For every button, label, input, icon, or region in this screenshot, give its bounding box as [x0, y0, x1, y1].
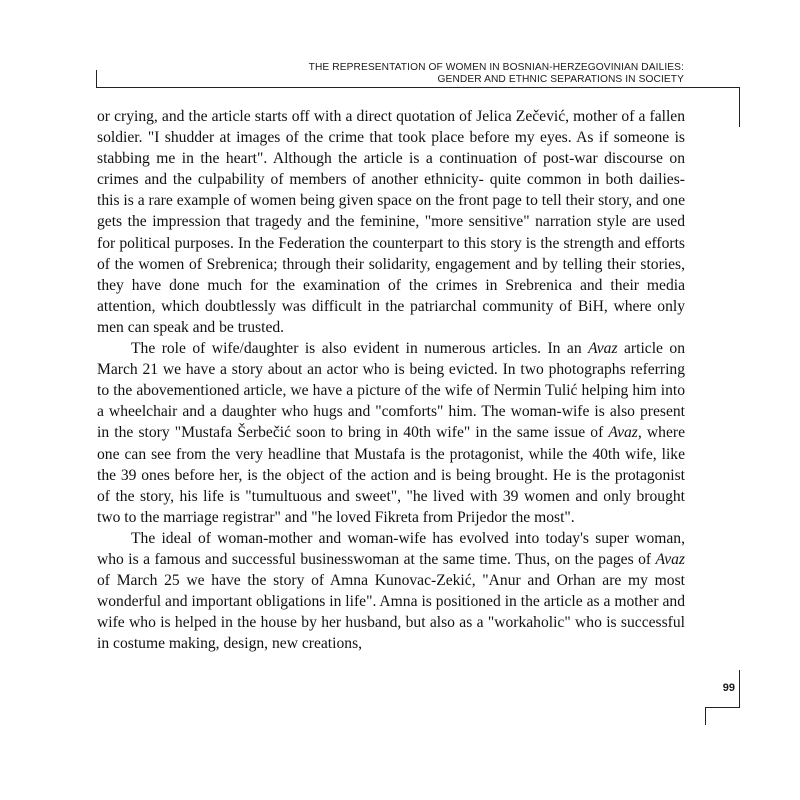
- running-header-line-2: GENDER AND ETHNIC SEPARATIONS IN SOCIETY: [437, 74, 684, 85]
- running-header: [200, 62, 684, 86]
- newspaper-title: Avaz: [588, 340, 618, 358]
- paragraph-1-text: or crying, and the article starts off with a direct quotation of Jelica Zečević, mother of a fallen soldier. "I shudder at images of the crime that took place before my eyes. As if someone is stabbing me in the heart". Although the article is a continuation of post-war discourse on crimes and the culpability of members of another ethnicity- quite common in both dailies- this is a rare example of women being given space on the front page to tell their story, and one gets the impression that tragedy and the feminine, "more sensitive" narration style are used for political purposes. In the Federation the counterpart to this story is the strength and efforts of the women of Srebrenica; through their solidarity, engagement and by telling their stories, they have done much for the examination of the crimes in Srebrenica and their media attention, which doubtlessly was difficult in the patriarchal community of BiH, where only men can speak and be trusted.: [97, 108, 685, 336]
- paragraph-2-text-b: article on March 21 we have a story about an actor who is being evicted. In two photographs referring to the abovementioned article, we have a picture of the wife of Nermin Tulić helping him into a wheelchair and a daughter who hugs and "comforts" him. The woman-wife is also present in the story "Mustafa Šerbečić soon to bring in 40th wife" in the same issue of: [97, 340, 685, 442]
- newspaper-title: Avaz: [655, 550, 685, 568]
- paragraph-2-text-c: where one can see from the very headline that Mustafa is the protagonist, while the 40th wife, like the 39 ones before her, is the object of the action and is being brought. He is the protagonist of the story, his life is "tumultuous and sweet", "he lived with 39 women and only brought two to the marriage registrar" and "he loved Fikreta from Prijedor the most".: [97, 424, 685, 526]
- paragraph-3: [97, 528, 685, 655]
- body-text: [97, 106, 685, 654]
- page-number: 99: [722, 682, 735, 694]
- newspaper-title: Avaz,: [608, 424, 642, 442]
- header-rule-bottom: [96, 87, 740, 88]
- paragraph-2-text-a: The role of wife/daughter is also evident in numerous articles. In an: [131, 340, 589, 358]
- paragraph-1: [97, 106, 685, 338]
- header-rule-right: [739, 87, 740, 127]
- footer-rule-bottom: [705, 707, 740, 708]
- running-header-line-1: THE REPRESENTATION OF WOMEN IN BOSNIAN-HERZEGOVINIAN DAILIES:: [308, 62, 684, 73]
- paragraph-2: [97, 338, 685, 528]
- paragraph-3-text-a: The ideal of woman-mother and woman-wife has evolved into today's super woman, who is a famous and successful businesswoman at the same time. Thus, on the pages of: [97, 529, 685, 568]
- footer-rule-right: [739, 670, 740, 708]
- footer-rule-left: [705, 707, 706, 725]
- header-rule-left: [96, 70, 97, 88]
- paragraph-3-text-b: of March 25 we have the story of Amna Kunovac-Zekić, "Anur and Orhan are my most wonderful and important obligations in life". Amna is positioned in the article as a mother and wife who is helped in the house by her husband, but also as a "workaholic" who is successful in costume making, design, new creations,: [97, 572, 685, 653]
